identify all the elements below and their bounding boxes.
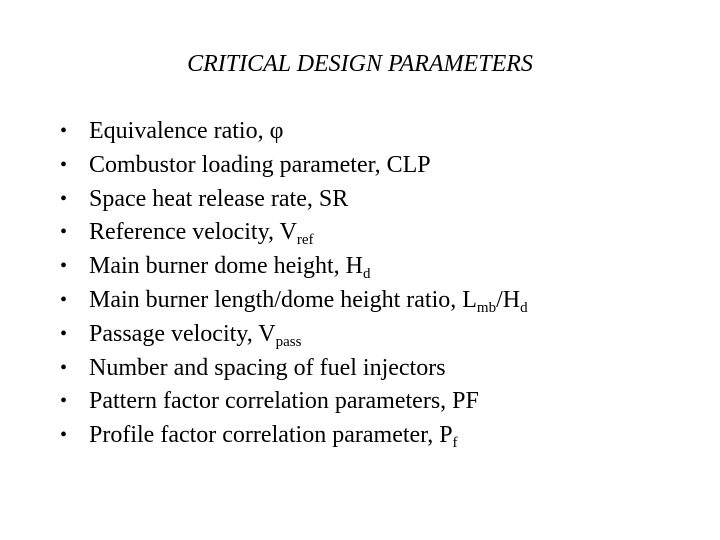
bullet-icon: • [60,221,68,244]
list-item [60,115,528,149]
item-text: Equivalence ratio, φ [89,118,284,144]
item-text: Combustor loading parameter, CLP [89,151,431,178]
item-text: Passage velocity, V [89,320,276,347]
list-item [60,385,528,419]
list-item [60,318,528,352]
list-item [60,284,528,318]
item-subscript: d [362,266,371,283]
item-subscript: mb [476,299,497,316]
bullet-icon: • [60,187,68,210]
item-text: Number and spacing of fuel injectors [89,354,446,381]
item-text: Main burner dome height, H [89,253,363,280]
list-item [60,250,528,284]
bullet-icon: • [60,356,68,379]
bullet-icon: • [60,390,68,413]
bullet-icon: • [60,255,68,278]
list-item [60,419,528,453]
list-item [60,149,528,183]
list-item [60,183,528,217]
item-text: Reference velocity, V [89,219,297,246]
item-text: Profile factor correlation parameter, P [89,422,453,449]
bullet-icon: • [60,322,68,345]
item-text: Main burner length/dome height ratio, L [89,286,477,313]
bullet-icon: • [60,288,68,311]
list-item [60,352,528,386]
bullet-icon: • [60,120,68,142]
slide-title: CRITICAL DESIGN PARAMETERS [187,51,533,77]
bullet-icon: • [60,153,68,176]
item-subscript: ref [296,232,314,249]
bullet-list [60,115,528,453]
item-subscript: pass [275,333,302,350]
item-subscript: d [520,299,528,316]
item-text: Space heat release rate, SR [89,185,349,212]
item-subscript: f [452,435,458,452]
list-item [60,216,528,250]
item-text: Pattern factor correlation parameters, PF [89,388,479,415]
bullet-icon: • [60,424,68,447]
item-text-continued: /H [496,286,521,313]
